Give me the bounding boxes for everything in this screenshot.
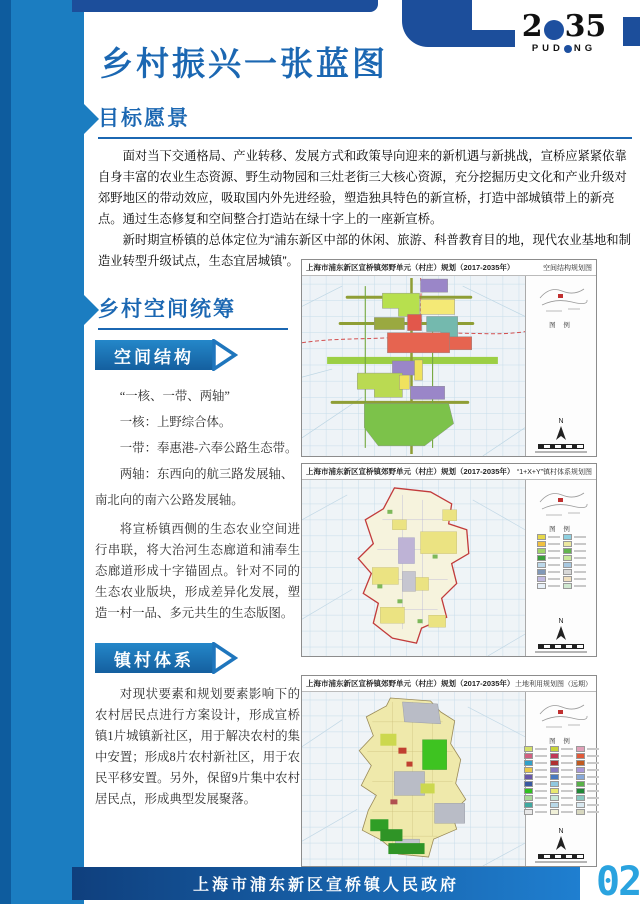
legend-item <box>524 746 547 752</box>
legend-item <box>537 534 560 540</box>
footer-bar <box>72 867 580 900</box>
scale-note <box>535 451 587 453</box>
legend-item <box>576 788 599 794</box>
legend-item <box>576 781 599 787</box>
logo-digit: 2 <box>521 9 543 44</box>
legend-item <box>550 760 573 766</box>
legend-item <box>524 767 547 773</box>
legend-item <box>537 583 560 589</box>
legend-item <box>576 746 599 752</box>
section-arrow-icon <box>84 104 99 134</box>
legend-item <box>537 569 560 575</box>
legend-item <box>576 795 599 801</box>
logo-zero-circle-icon <box>544 20 564 40</box>
north-arrow-icon: N <box>554 828 568 851</box>
legend-item <box>550 781 573 787</box>
structure-line: 一核：上野综合体。 <box>119 415 232 429</box>
logo-pudong: PUD NG <box>531 43 597 54</box>
legend-item <box>563 555 586 561</box>
map-side-panel <box>525 480 596 656</box>
legend-item <box>537 562 560 568</box>
map-canvas <box>302 276 525 456</box>
legend-item <box>550 809 573 815</box>
legend-item <box>524 753 547 759</box>
map-subtitle: 土地利用规划图（远期） <box>515 680 592 688</box>
legend-item <box>576 753 599 759</box>
legend-item <box>524 802 547 808</box>
map-title: 上海市浦东新区宣桥镇郊野单元（村庄）规划（2017-2035年） <box>306 263 515 272</box>
legend-items <box>537 534 586 589</box>
structure-lines <box>95 383 300 513</box>
structure-badge-row <box>95 339 300 371</box>
map-subtitle: “1+X+Y”镇村体系规划图 <box>516 468 592 476</box>
map-figure-land-use <box>301 675 597 867</box>
legend-item <box>563 569 586 575</box>
legend-item <box>576 760 599 766</box>
north-arrow-icon: N <box>554 618 568 641</box>
map-canvas <box>302 480 525 656</box>
location-inset-map <box>532 694 590 734</box>
map-title: 上海市浦东新区宣桥镇郊野单元（村庄）规划（2017-2035年） <box>306 467 515 476</box>
section-heading-vision: 目标愿景 <box>98 107 190 130</box>
legend-item <box>563 583 586 589</box>
page-number: 02 <box>596 859 640 905</box>
map-title-row <box>302 260 596 276</box>
sidebar-edge-strip <box>0 0 11 904</box>
legend-item <box>576 802 599 808</box>
legend-item <box>576 767 599 773</box>
badge-spatial-structure: 空间结构 <box>95 340 213 370</box>
pudong-2035-logo <box>512 9 616 54</box>
structure-paragraph: 将宣桥镇西侧的生态农业空间进行串联，将大治河生态廊道和浦奉生态廊道形成十字锚固点。针对不同的生态农业版块，形成差异化发展，塑造一村一品、多元共生的生态版图。 <box>95 522 300 620</box>
map-side-panel <box>525 692 596 866</box>
vision-paragraphs <box>98 146 632 272</box>
legend-item <box>537 576 560 582</box>
map-side-panel <box>525 276 596 456</box>
footer-text: 上海市浦东新区宣桥镇人民政府 <box>192 877 459 894</box>
sidebar <box>0 0 84 904</box>
legend-item <box>524 809 547 815</box>
legend-item <box>537 555 560 561</box>
legend-item <box>524 760 547 766</box>
location-inset-map <box>532 278 590 318</box>
header-right-square <box>623 17 640 46</box>
badge-town-village-system: 镇村体系 <box>95 643 213 673</box>
legend-item <box>563 548 586 554</box>
scale-note <box>535 861 587 863</box>
header-connector-band <box>458 30 515 47</box>
legend-label: 图 例 <box>549 322 573 329</box>
legend-item <box>524 774 547 780</box>
legend-item <box>576 809 599 815</box>
scale-note <box>535 651 587 653</box>
section-heading-space: 乡村空间统筹 <box>98 298 236 321</box>
vision-paragraph-2: 新时期宣桥镇的总体定位为“浦东新区中部的休闲、旅游、科普教育目的地，现代农业基地和制造业转型升级试点，生态宜居城镇”。 <box>98 233 631 268</box>
legend-item <box>550 788 573 794</box>
page-title: 乡村振兴一张蓝图 <box>100 45 388 82</box>
legend-items <box>524 746 599 815</box>
map-canvas <box>302 692 525 866</box>
villages-badge-row <box>95 642 300 674</box>
structure-line: 两轴：东西向的航三路发展轴、南北向的南六公路发展轴。 <box>95 467 294 507</box>
legend-item <box>563 541 586 547</box>
legend-item <box>550 802 573 808</box>
scale-bar <box>538 854 584 859</box>
scale-bar <box>538 644 584 649</box>
left-text-column <box>95 339 300 810</box>
map-title-row <box>302 676 596 692</box>
structure-line: 一带：奉惠港-六奉公路生态带。 <box>119 441 298 455</box>
legend-item <box>537 541 560 547</box>
space-divider <box>98 328 288 330</box>
logo-year <box>512 9 616 44</box>
badge-arrow-icon <box>212 642 238 674</box>
location-inset-map <box>532 482 590 522</box>
legend-item <box>576 774 599 780</box>
badge-arrow-icon <box>212 339 238 371</box>
legend-item <box>550 746 573 752</box>
vision-divider <box>98 137 632 139</box>
legend-item <box>550 753 573 759</box>
legend-item <box>550 795 573 801</box>
map-title: 上海市浦东新区宣桥镇郊野单元（村庄）规划（2017-2035年） <box>306 679 515 688</box>
structure-line: “一核、一带、两轴” <box>119 389 230 403</box>
legend-label: 图 例 <box>549 738 573 745</box>
north-arrow-icon: N <box>554 418 568 441</box>
legend-item <box>563 562 586 568</box>
legend-item <box>524 788 547 794</box>
map-title-row <box>302 464 596 480</box>
legend-item <box>563 576 586 582</box>
map-subtitle: 空间结构规划图 <box>543 264 592 272</box>
legend-item <box>524 781 547 787</box>
legend-item <box>550 774 573 780</box>
maps-column <box>301 259 597 867</box>
scale-bar <box>538 444 584 449</box>
map-figure-spatial-structure <box>301 259 597 457</box>
map-figure-village-system <box>301 463 597 657</box>
vision-paragraph-1: 面对当下交通格局、产业转移、发展方式和政策导向迎来的新机遇与新挑战，宣桥应紧紧依靠自身丰富的农业生态资源、野生动物园和三灶老街三大核心资源，充分挖掘历史文化和产业升级对郊野地区的带动效应，吸取国内外先进经验，塑造独具特色的新宣桥，打造中部城镇带上的新亮点。通过生态修复和空间整合打造站在绿十字上的一座新宣桥。 <box>98 149 627 226</box>
villages-paragraph: 对现状要素和规划要素影响下的农村居民点进行方案设计，形成宣桥镇1片城镇新社区，用于解决农村的集中安置；形成8片农村新社区，用于农民平移安置。另外，保留9片集中农村居民点，形成典型发展聚落。 <box>95 687 300 806</box>
legend-item <box>550 767 573 773</box>
logo-digits: 35 <box>564 9 607 44</box>
logo-o-circle-icon <box>564 45 572 53</box>
legend-label: 图 例 <box>549 526 573 533</box>
legend-item <box>537 548 560 554</box>
legend-item <box>524 795 547 801</box>
section-arrow-icon <box>84 295 99 325</box>
legend-item <box>563 534 586 540</box>
header-top-bar <box>72 0 378 12</box>
